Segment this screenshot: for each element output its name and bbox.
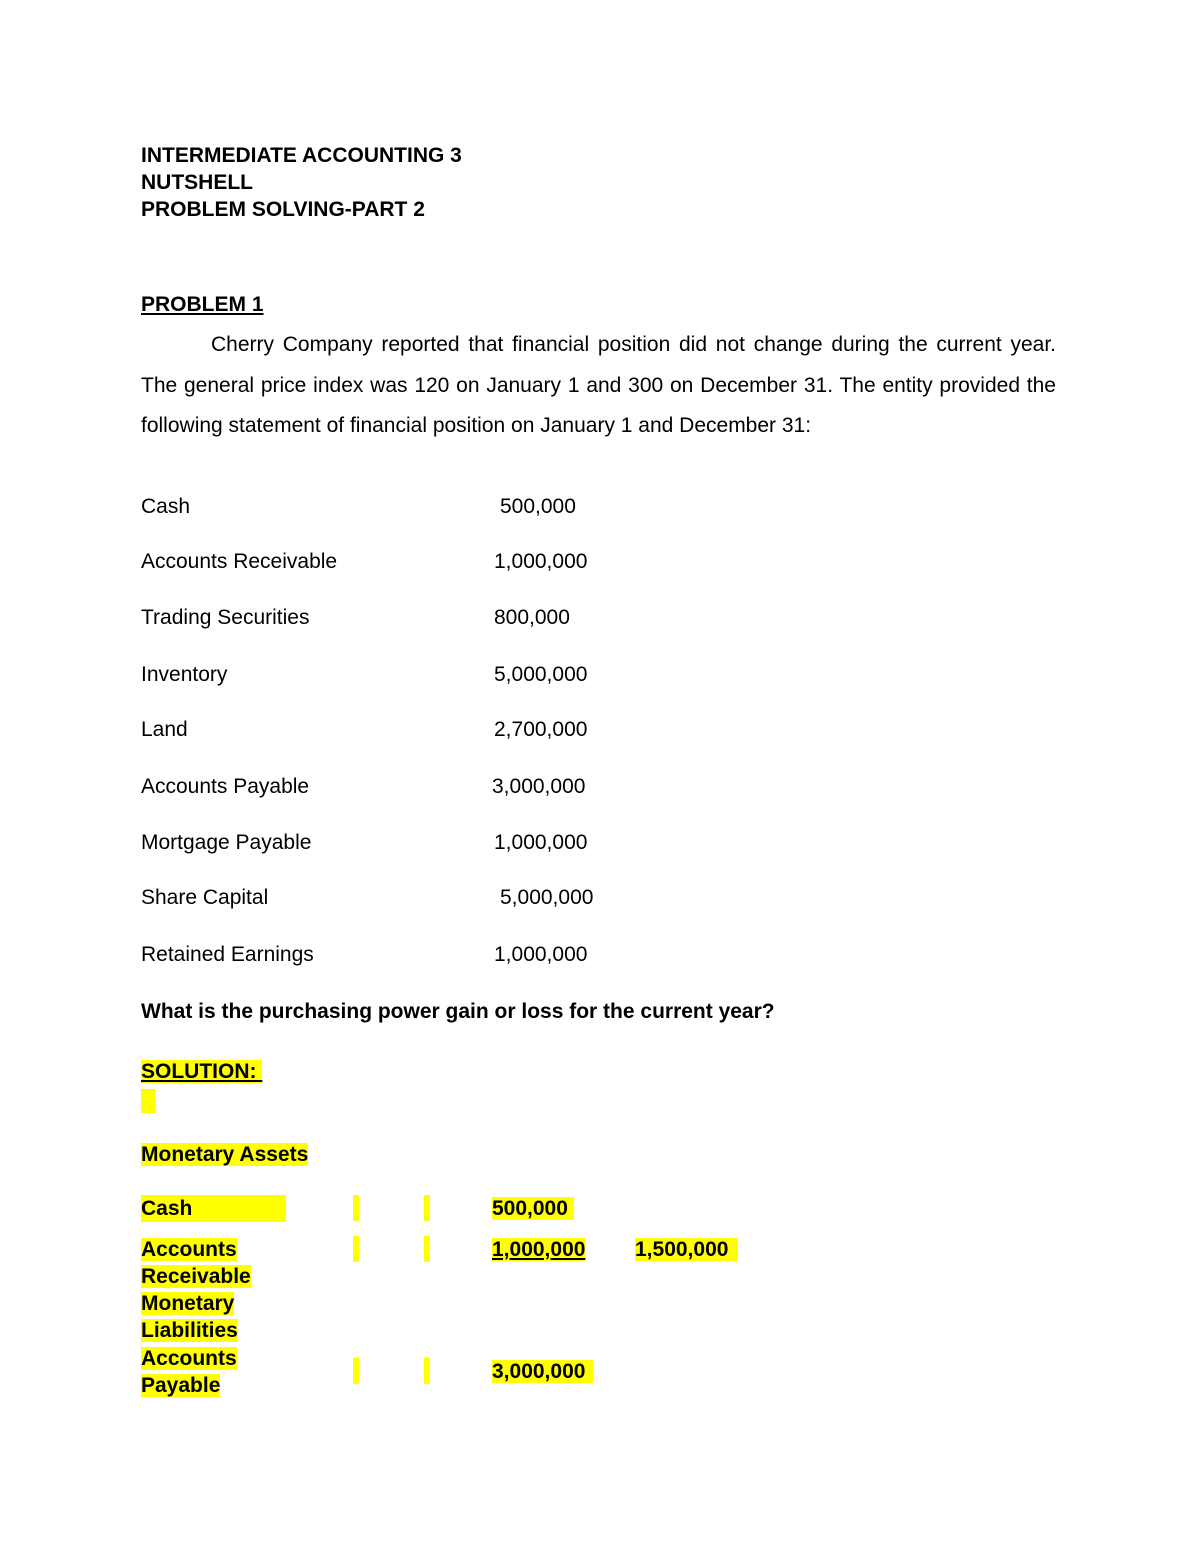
highlight-marker <box>141 1089 155 1113</box>
course-title: INTERMEDIATE ACCOUNTING 3 <box>141 144 462 167</box>
item-label: Mortgage Payable <box>141 831 312 854</box>
solution-cash-label: Cash <box>141 1197 193 1220</box>
item-row <box>0 828 1200 858</box>
item-row <box>0 603 1200 633</box>
item-label: Inventory <box>141 663 228 686</box>
item-value: 800,000 <box>494 606 570 629</box>
item-label: Share Capital <box>141 886 269 909</box>
solution-assets-total-text: 1,500,000 <box>635 1238 738 1261</box>
solution-ar-value-text: 1,000,000 <box>492 1238 586 1261</box>
solution-ap-label-line1: Accounts <box>141 1347 237 1370</box>
solution-ar-label-line2: Receivable <box>141 1265 251 1288</box>
solution-ap-value-text: 3,000,000 <box>492 1360 593 1383</box>
item-value: 1,000,000 <box>494 943 588 966</box>
item-value: 500,000 <box>500 495 576 518</box>
item-label: Accounts Receivable <box>141 550 338 573</box>
solution-ar-label <box>141 1236 251 1290</box>
highlight-marker <box>424 1195 430 1221</box>
solution-ml-label <box>141 1290 238 1344</box>
item-row <box>0 715 1200 745</box>
item-value: 2,700,000 <box>494 718 588 741</box>
solution-ap-value <box>492 1358 593 1385</box>
question-text: What is the purchasing power gain or loss for the current year? <box>141 1000 775 1023</box>
solution-heading <box>141 1058 262 1085</box>
solution-ap-label-line2: Payable <box>141 1374 221 1397</box>
highlight-marker <box>424 1358 430 1384</box>
item-label: Trading Securities <box>141 606 310 629</box>
item-value: 1,000,000 <box>494 550 588 573</box>
problem-paragraph: Cherry Company reported that financial position did not change during the current year. The general price index was 120 on January 1 and 300 on December 31. The entity provided the following statement of financial position on January 1 and December 31: <box>141 333 1056 437</box>
item-label: Land <box>141 718 188 741</box>
item-value: 5,000,000 <box>500 886 594 909</box>
highlight-marker <box>424 1236 430 1262</box>
item-row <box>0 772 1200 802</box>
solution-ar-label-line1: Accounts <box>141 1238 237 1261</box>
solution-assets-total <box>635 1236 738 1263</box>
item-value: 3,000,000 <box>492 775 586 798</box>
highlight-marker <box>353 1358 359 1384</box>
solution-cash-value-text: 500,000 <box>492 1197 574 1220</box>
item-row <box>0 547 1200 577</box>
highlight-marker <box>353 1236 359 1262</box>
solution-ml-label-line2: Liabilities <box>141 1319 238 1342</box>
item-row <box>0 940 1200 970</box>
item-label: Retained Earnings <box>141 943 314 966</box>
item-value: 5,000,000 <box>494 663 588 686</box>
item-row <box>0 660 1200 690</box>
subtitle-nutshell: NUTSHELL <box>141 171 253 194</box>
solution-ap-label <box>141 1345 237 1399</box>
item-label: Cash <box>141 495 191 518</box>
item-value: 1,000,000 <box>494 831 588 854</box>
problem-heading: PROBLEM 1 <box>141 293 264 316</box>
solution-cash-value <box>492 1195 574 1222</box>
monetary-assets-text: Monetary Assets <box>141 1143 309 1166</box>
item-row <box>0 492 1200 522</box>
subtitle-part: PROBLEM SOLVING-PART 2 <box>141 198 425 221</box>
solution-heading-text: SOLUTION: <box>141 1060 263 1083</box>
item-label: Accounts Payable <box>141 775 310 798</box>
solution-ml-label-line1: Monetary <box>141 1292 235 1315</box>
item-row <box>0 883 1200 913</box>
monetary-assets-label <box>141 1141 308 1168</box>
solution-ar-value <box>492 1236 585 1263</box>
highlight-marker <box>353 1195 359 1221</box>
